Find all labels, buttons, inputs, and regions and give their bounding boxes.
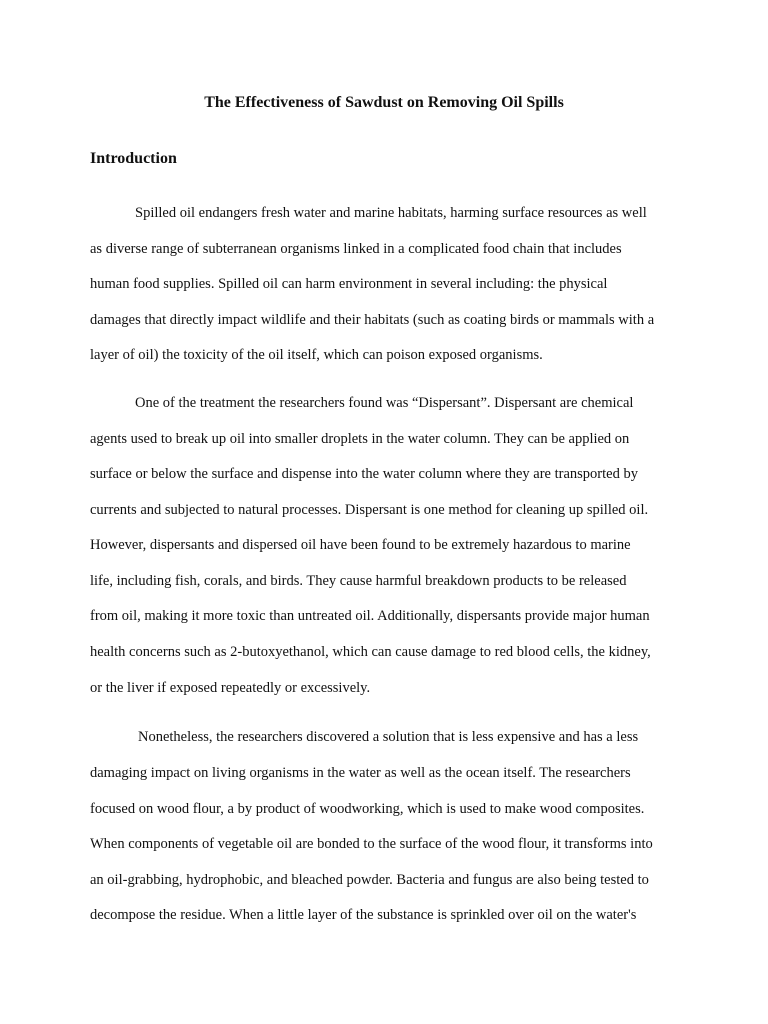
paragraph-line: focused on wood flour, a by product of woodworking, which is used to make wood composites. xyxy=(90,801,645,817)
paragraph-line: decompose the residue. When a little layer of the substance is sprinkled over oil on the water's xyxy=(90,907,637,923)
paragraph-line: Spilled oil endangers fresh water and marine habitats, harming surface resources as well xyxy=(135,205,647,221)
paragraph-line: When components of vegetable oil are bonded to the surface of the wood flour, it transforms into xyxy=(90,836,653,852)
paragraph-line: from oil, making it more toxic than untreated oil. Additionally, dispersants provide major human xyxy=(90,608,650,624)
paragraph-line: human food supplies. Spilled oil can harm environment in several including: the physical xyxy=(90,276,608,292)
paragraph-line: life, including fish, corals, and birds. They cause harmful breakdown products to be released xyxy=(90,573,627,589)
paragraph-line: However, dispersants and dispersed oil have been found to be extremely hazardous to marine xyxy=(90,537,631,553)
paragraph-line: an oil-grabbing, hydrophobic, and bleached powder. Bacteria and fungus are also being tested to xyxy=(90,872,649,888)
section-heading-introduction: Introduction xyxy=(90,150,177,167)
paragraph-line: or the liver if exposed repeatedly or excessively. xyxy=(90,680,371,696)
paragraph-line: surface or below the surface and dispense into the water column where they are transported by xyxy=(90,466,638,482)
paragraph-line: damaging impact on living organisms in the water as well as the ocean itself. The researchers xyxy=(90,765,631,781)
paragraph-line: damages that directly impact wildlife and their habitats (such as coating birds or mammals with a xyxy=(90,312,655,328)
document-title: The Effectiveness of Sawdust on Removing Oil Spills xyxy=(204,94,564,111)
paragraph-line: health concerns such as 2-butoxyethanol, which can cause damage to red blood cells, the kidney, xyxy=(90,644,651,660)
paragraph-line: Nonetheless, the researchers discovered a solution that is less expensive and has a less xyxy=(138,729,639,745)
paragraph-line: currents and subjected to natural processes. Dispersant is one method for cleaning up spilled oil. xyxy=(90,502,649,518)
paragraph-line: agents used to break up oil into smaller droplets in the water column. They can be applied on xyxy=(90,431,630,447)
paragraph-line: One of the treatment the researchers found was “Dispersant”. Dispersant are chemical xyxy=(135,395,634,411)
paragraph-line: layer of oil) the toxicity of the oil itself, which can poison exposed organisms. xyxy=(90,347,543,363)
paragraph-line: as diverse range of subterranean organisms linked in a complicated food chain that includes xyxy=(90,241,622,257)
